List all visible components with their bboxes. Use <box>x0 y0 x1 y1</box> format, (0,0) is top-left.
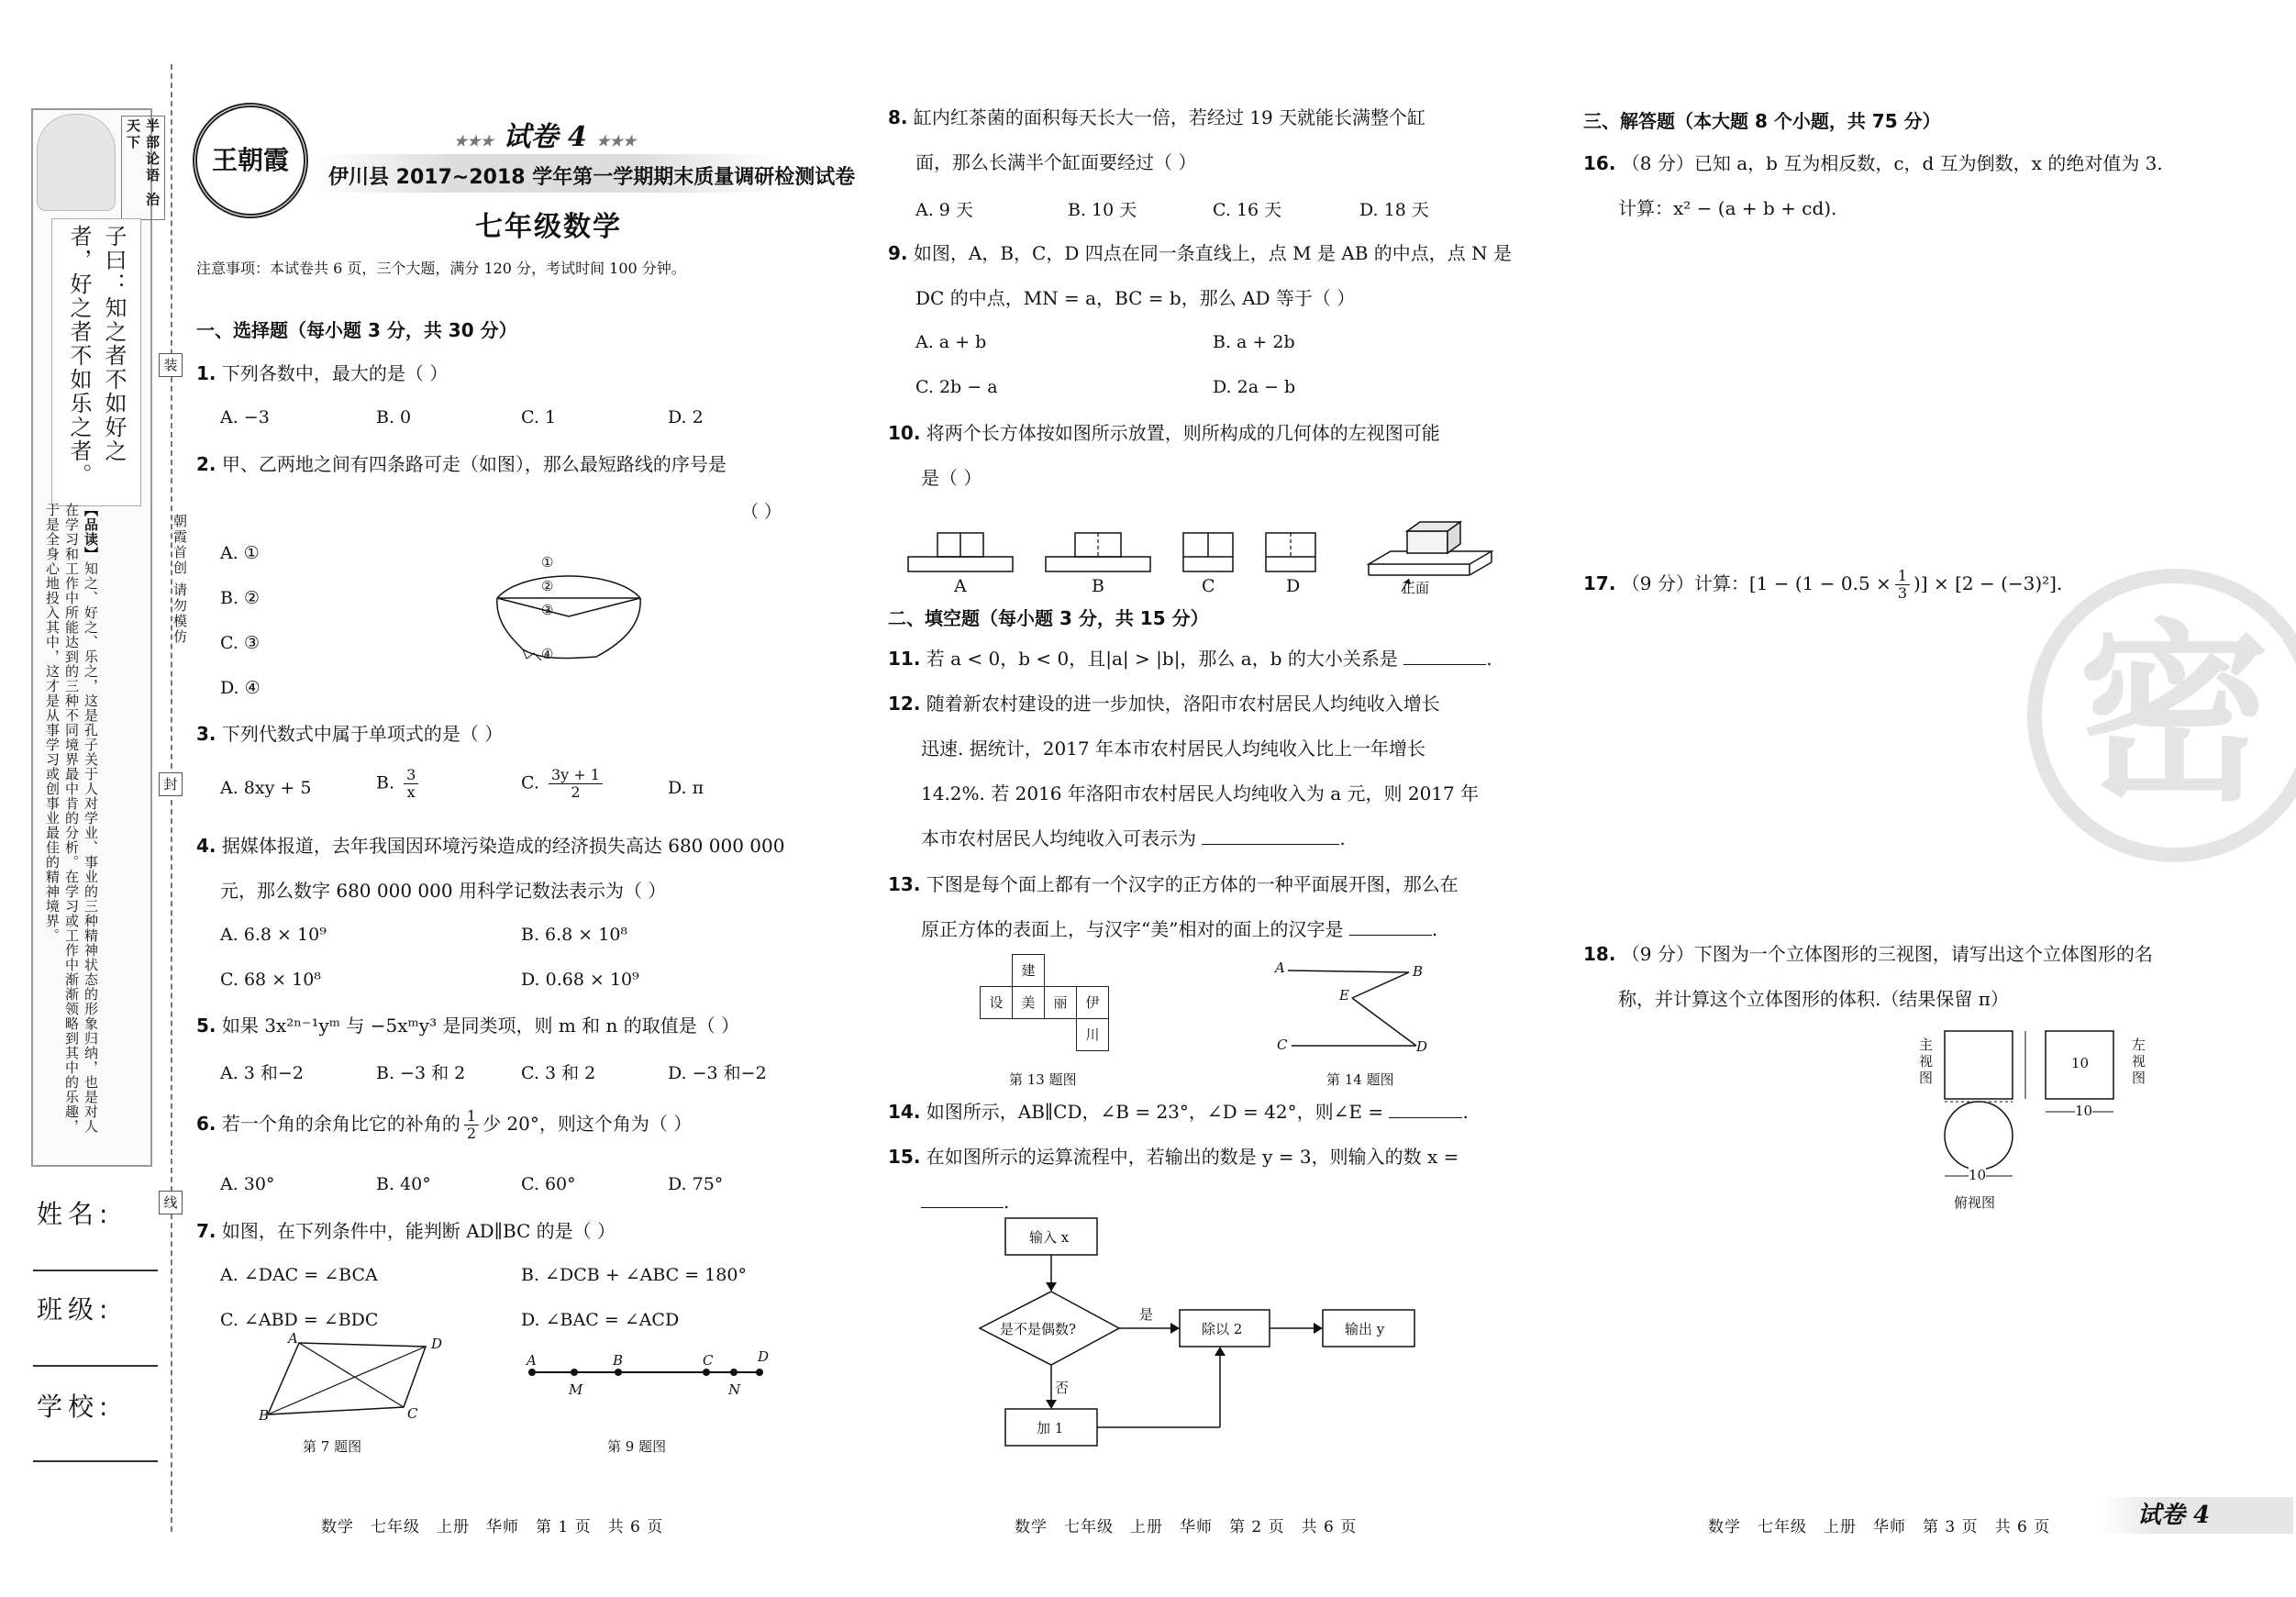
q14-answer-blank[interactable] <box>1389 1117 1462 1118</box>
binding-line <box>171 64 172 1532</box>
series-text: 试卷 4 <box>503 121 587 153</box>
q8-line2: 面，那么长满半个缸面要经过（ ） <box>915 151 1197 173</box>
reading-text: 知之、好之、乐之，这是孔子关于人对学业、事业的三种精神状态的形象归纳，也是对人在学习和工作中所能达到的三种不同境界最中肯的分析。在学习或工作中渐渐领略到其中的乐趣，于是全身心地投入其中，这才是从事学习或创事业最佳的精神境界。 <box>44 503 99 1134</box>
q7: 7. 如图，在下列条件中，能判断 AD∥BC 的是（ ） <box>196 1220 616 1242</box>
corner-tag <box>2101 1497 2293 1534</box>
q9-line2: DC 的中点，MN = a，BC = b，那么 AD 等于（ ） <box>915 287 1356 309</box>
view-top-label: 俯视图 <box>1954 1194 1996 1211</box>
dim-height: 10 <box>2071 1055 2090 1071</box>
fig7-caption: 第 7 题图 <box>303 1438 362 1455</box>
q2-opt-c[interactable]: C. ③ <box>220 633 260 653</box>
q12: 12. 随着新农村建设的进一步加快，洛阳市农村居民人均纯收入增长 <box>888 693 1440 715</box>
q16: 16. （8 分）已知 a，b 互为相反数，c，d 互为倒数，x 的绝对值为 3. <box>1583 152 2163 174</box>
q4: 4. 据媒体报道，去年我国因环境污染造成的经济损失高达 680 000 000 <box>196 835 785 857</box>
watermark-text: 密 <box>2077 603 2270 827</box>
notice: 注意事项：本试卷共 6 页，三个大题，满分 120 分，考试时间 100 分钟。 <box>196 260 686 277</box>
star-icon: ★★★ <box>596 132 637 150</box>
q3-opt-a[interactable]: A. 8xy + 5 <box>220 778 312 798</box>
q7-opt-a[interactable]: A. ∠DAC = ∠BCA <box>220 1265 378 1285</box>
q18: 18. （9 分）下图为一个立体图形的三视图，请写出这个立体图形的名 <box>1583 943 2153 965</box>
q4-opt-b[interactable]: B. 6.8 × 10⁸ <box>521 925 628 945</box>
fig9-label-d: D <box>758 1348 770 1365</box>
q3: 3. 下列代数式中属于单项式的是（ ） <box>196 723 504 745</box>
q6-opt-d[interactable]: D. 75° <box>668 1174 724 1194</box>
logo-text: 王朝霞 <box>211 145 289 175</box>
fig9-label-n: N <box>728 1381 741 1398</box>
q8-opt-b[interactable]: B. 10 天 <box>1068 200 1137 220</box>
school-field[interactable] <box>33 1460 158 1462</box>
exam-title: 伊川县 2017~2018 学年第一学期期末质量调研检测试卷 <box>328 166 856 189</box>
q2-figure <box>486 550 651 679</box>
view-left-label: 左视图 <box>2132 1037 2146 1086</box>
q15-answer-blank[interactable] <box>921 1207 1004 1208</box>
q7-opt-d[interactable]: D. ∠BAC = ∠ACD <box>521 1310 680 1330</box>
flow-add: 加 1 <box>1037 1420 1064 1436</box>
q10-opt-d[interactable]: D <box>1286 576 1301 596</box>
q5-opt-c[interactable]: C. 3 和 2 <box>521 1063 596 1083</box>
net-cell-1: 建 <box>1012 954 1045 987</box>
q7-opt-b[interactable]: B. ∠DCB + ∠ABC = 180° <box>521 1265 747 1285</box>
q8-opt-c[interactable]: C. 16 天 <box>1213 200 1282 220</box>
seal-mark-3: 线 <box>159 1191 183 1214</box>
fig7-label-a: A <box>288 1330 298 1347</box>
seal-mark-1: 装 <box>159 353 183 377</box>
sidebar-quote: 子曰：知之者不如好之者，好之者不如乐之者。 <box>51 218 141 506</box>
q13: 13. 下图是每个面上都有一个汉字的正方体的一种平面展开图，那么在 <box>888 873 1459 895</box>
q2: 2. 甲、乙两地之间有四条路可走（如图），那么最短路线的序号是 <box>196 453 727 475</box>
class-field[interactable] <box>33 1365 158 1367</box>
fig14-caption: 第 14 题图 <box>1326 1071 1394 1088</box>
q13-answer-blank[interactable] <box>1349 935 1432 936</box>
net-cell-2: 设 <box>980 986 1013 1019</box>
fig9-label-b: B <box>613 1352 624 1369</box>
fig14-label-e: E <box>1339 987 1349 1004</box>
q2-fig-label-2: ② <box>541 578 554 594</box>
name-field[interactable] <box>33 1270 158 1271</box>
fig9-line <box>523 1363 771 1381</box>
q11: 11. 若 a < 0，b < 0，且|a| > |b|，那么 a，b 的大小关系是 . <box>888 648 1492 670</box>
sage-avatar <box>37 114 116 211</box>
school-label: 学校: <box>37 1392 114 1422</box>
series-badge <box>454 114 636 154</box>
vertical-note: 朝霞首创 请勿模仿 <box>172 514 188 645</box>
subject-title: 七年级数学 <box>475 211 622 243</box>
q6-opt-a[interactable]: A. 30° <box>220 1174 275 1194</box>
fig7-label-d: D <box>431 1336 443 1352</box>
flow-divide: 除以 2 <box>1202 1321 1243 1337</box>
flow-decision: 是不是偶数? <box>1000 1321 1077 1337</box>
q1-opt-b[interactable]: B. 0 <box>376 407 412 427</box>
corner-tag-text: 试卷 4 <box>2137 1502 2211 1529</box>
q2-fig-label-4: ④ <box>541 646 554 662</box>
fig7-label-b: B <box>259 1407 270 1424</box>
flow-no: 否 <box>1055 1380 1070 1396</box>
fig14-label-b: B <box>1413 963 1424 980</box>
q10-opt-b[interactable]: B <box>1092 576 1104 596</box>
q2-opt-a[interactable]: A. ① <box>220 543 260 563</box>
class-label: 班级: <box>37 1294 114 1325</box>
q10: 10. 将两个长方体按如图所示放置，则所构成的几何体的左视图可能 <box>888 422 1440 444</box>
dim-width: 10 <box>2075 1103 2093 1119</box>
q7-opt-c[interactable]: C. ∠ABD = ∠BDC <box>220 1310 379 1330</box>
name-label: 姓名: <box>37 1199 114 1229</box>
q10-opt-a[interactable]: A <box>954 576 967 596</box>
q5-opt-a[interactable]: A. 3 和−2 <box>220 1063 304 1083</box>
fig14-label-d: D <box>1416 1038 1428 1055</box>
flow-input: 输入 x <box>1029 1229 1070 1246</box>
reading-label: 【品读】 <box>83 503 99 561</box>
q17: 17. （9 分）计算：[1 − (1 − 0.5 × $\frac{1}{3}$ )] × [2 − (−3)²]. <box>1583 567 2063 602</box>
q9-opt-d[interactable]: D. 2a − b <box>1213 377 1296 397</box>
q2-fig-label-1: ① <box>541 554 554 571</box>
q10-line2: 是（ ） <box>921 467 982 489</box>
q8-opt-d[interactable]: D. 18 天 <box>1359 200 1429 220</box>
q16-line2: 计算：x² − (a + b + cd). <box>1618 197 1837 219</box>
net-cell-5: 伊 <box>1076 986 1109 1019</box>
sidebar-badge: 半部论语 治天下 <box>121 116 165 220</box>
q8: 8. 缸内红茶菌的面积每天长大一倍，若经过 19 天就能长满整个缸 <box>888 106 1426 128</box>
q14: 14. 如图所示，AB∥CD，∠B = 23°，∠D = 42°，则∠E = . <box>888 1101 1469 1123</box>
q8-opt-a[interactable]: A. 9 天 <box>915 200 973 220</box>
fig14-figure <box>1282 965 1420 1057</box>
q12-answer-blank[interactable] <box>1202 844 1339 845</box>
fig7-label-c: C <box>407 1405 418 1422</box>
q2-opt-d[interactable]: D. ④ <box>220 678 261 698</box>
net-cell-6: 川 <box>1076 1018 1109 1051</box>
net-cell-4: 丽 <box>1044 986 1077 1019</box>
q9-opt-b[interactable]: B. a + 2b <box>1213 332 1295 352</box>
page-2-footer: 数学 七年级 上册 华师 第 2 页 共 6 页 <box>1015 1518 1358 1536</box>
q2-fig-label-3: ③ <box>541 602 554 618</box>
secret-watermark <box>2027 569 2296 862</box>
star-icon: ★★★ <box>454 132 494 150</box>
q5-opt-b[interactable]: B. −3 和 2 <box>376 1063 466 1083</box>
q15: 15. 在如图所示的运算流程中，若输出的数是 y = 3，则输入的数 x = <box>888 1146 1459 1168</box>
q12-line2: 迅速. 据统计，2017 年本市农村居民人均纯收入比上一年增长 <box>921 738 1425 760</box>
fig14-label-a: A <box>1275 959 1285 976</box>
q6-opt-b[interactable]: B. 40° <box>376 1174 431 1194</box>
q1: 1. 下列各数中，最大的是（ ） <box>196 362 449 384</box>
fig9-label-m: M <box>569 1381 583 1398</box>
q5: 5. 如果 3x²ⁿ⁻¹yᵐ 与 −5xᵐy³ 是同类项，则 m 和 n 的取值是（ ） <box>196 1015 740 1037</box>
fig9-label-a: A <box>527 1352 537 1369</box>
sidebar-reading <box>42 503 100 1145</box>
flow-output: 输出 y <box>1345 1321 1385 1337</box>
q12-line3: 14.2%. 若 2016 年洛阳市农村居民人均纯收入为 a 元，则 2017 年 <box>921 782 1480 804</box>
q4-opt-c[interactable]: C. 68 × 10⁸ <box>220 970 321 990</box>
seal-mark-2: 封 <box>159 772 183 796</box>
q11-answer-blank[interactable] <box>1403 664 1486 665</box>
brand-logo <box>193 103 308 218</box>
q9: 9. 如图，A，B，C，D 四点在同一条直线上，点 M 是 AB 的中点，点 N 是 <box>888 242 1512 264</box>
q9-opt-c[interactable]: C. 2b − a <box>915 377 998 397</box>
q6-opt-c[interactable]: C. 60° <box>521 1174 576 1194</box>
q4-opt-d[interactable]: D. 0.68 × 10⁹ <box>521 970 639 990</box>
q2-opt-b[interactable]: B. ② <box>220 588 261 608</box>
page-3-footer: 数学 七年级 上册 华师 第 3 页 共 6 页 <box>1708 1518 2051 1536</box>
q18-line2: 称，并计算这个立体图形的体积.（结果保留 π） <box>1618 988 2009 1010</box>
q1-opt-c[interactable]: C. 1 <box>521 407 557 427</box>
fig9-caption: 第 9 题图 <box>607 1438 667 1455</box>
q10-front-label: 正面 <box>1402 580 1430 596</box>
fig9-label-c: C <box>703 1352 714 1369</box>
q5-opt-d[interactable]: D. −3 和−2 <box>668 1063 767 1083</box>
q15-line2: . <box>921 1191 1009 1213</box>
net-cell-3: 美 <box>1012 986 1045 1019</box>
q1-opt-a[interactable]: A. −3 <box>220 407 270 427</box>
q1-opt-d[interactable]: D. 2 <box>668 407 704 427</box>
q3-opt-c[interactable]: C. $\frac{3y + 1}{2}$ <box>521 767 606 801</box>
q13-net <box>980 954 1145 1064</box>
q3-opt-d[interactable]: D. π <box>668 778 704 798</box>
q4-opt-a[interactable]: A. 6.8 × 10⁹ <box>220 925 327 945</box>
q4-line2: 元，那么数字 680 000 000 用科学记数法表示为（ ） <box>220 880 667 902</box>
dim-diameter: 10 <box>1969 1167 1987 1183</box>
flow-yes: 是 <box>1139 1306 1154 1323</box>
q12-line4: 本市农村居民人均纯收入可表示为 . <box>921 827 1346 849</box>
fig13-caption: 第 13 题图 <box>1009 1071 1077 1088</box>
fig14-label-c: C <box>1277 1037 1288 1053</box>
q6: 6. 若一个角的余角比它的补角的 $\frac{1}{2}$ 少 20°，则这个角为（ ） <box>196 1107 693 1142</box>
page-1-footer: 数学 七年级 上册 华师 第 1 页 共 6 页 <box>321 1518 664 1536</box>
q13-line2: 原正方体的表面上，与汉字“美”相对的面上的汉字是 . <box>921 918 1438 940</box>
q3-opt-b[interactable]: B. $\frac{3}{x}$ <box>376 767 422 801</box>
section-3-heading: 三、解答题（本大题 8 个小题，共 75 分） <box>1583 110 1941 132</box>
q10-opt-c[interactable]: C <box>1202 576 1215 596</box>
section-2-heading: 二、填空题（每小题 3 分，共 15 分） <box>888 607 1209 629</box>
section-1-heading: 一、选择题（每小题 3 分，共 30 分） <box>196 319 517 341</box>
q2-paren: （ ） <box>741 502 782 522</box>
q9-opt-a[interactable]: A. a + b <box>915 332 987 352</box>
view-front-label: 主视图 <box>1919 1037 1934 1086</box>
